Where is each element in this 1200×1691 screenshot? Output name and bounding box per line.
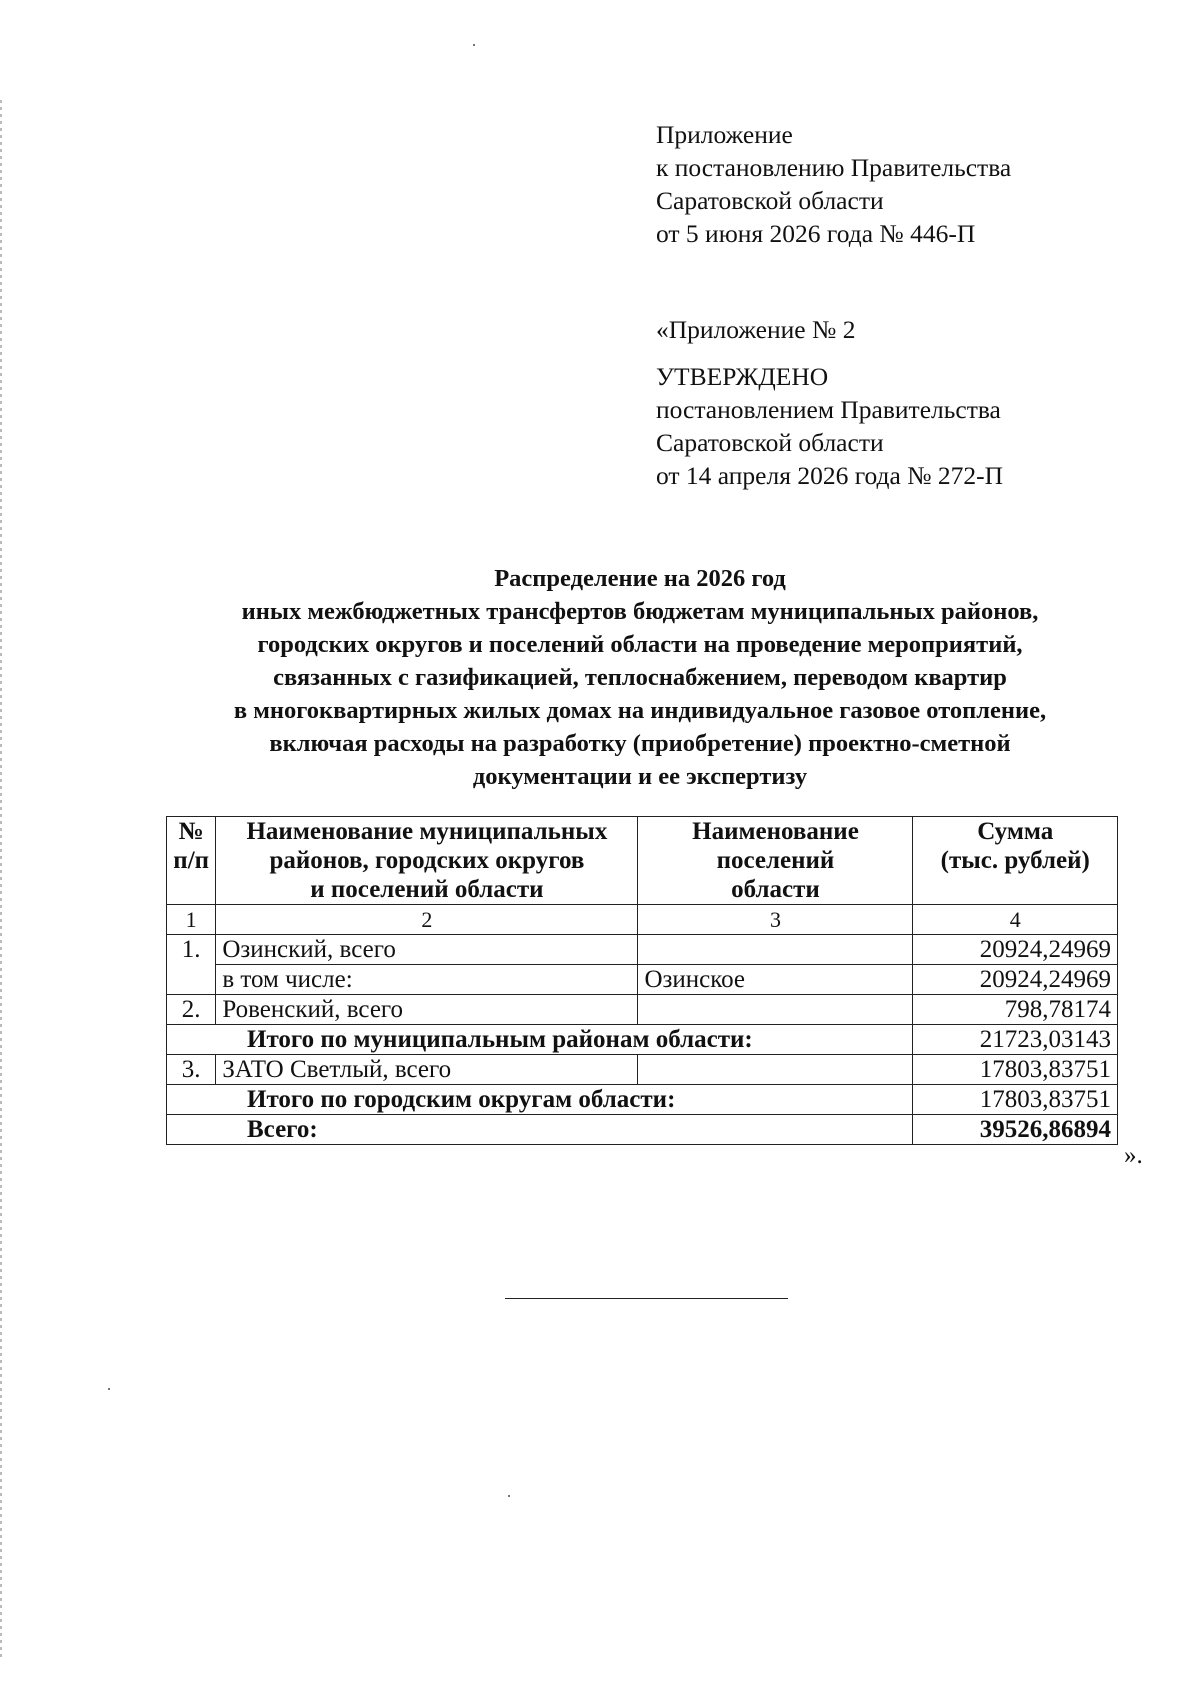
district-name: Озинский, всего xyxy=(216,935,638,965)
row-number: 3. xyxy=(167,1055,216,1085)
scan-speck xyxy=(473,44,475,46)
column-number: 1 xyxy=(167,905,216,935)
distribution-table xyxy=(166,816,1118,1145)
header-line: к постановлению Правительства xyxy=(656,153,1012,182)
closing-quote: ». xyxy=(1124,1142,1143,1169)
settlement-name xyxy=(638,935,913,965)
approval-block xyxy=(656,313,1003,492)
settlement-name xyxy=(638,995,913,1025)
scan-speck xyxy=(108,1388,110,1390)
table-row xyxy=(167,935,1118,965)
total-value: 39526,86894 xyxy=(913,1115,1118,1145)
subtotal-row xyxy=(167,1025,1118,1055)
approved-stamp-text: УТВЕРЖДЕНО xyxy=(656,362,829,391)
subtotal-label: Итого по муниципальным районам области: xyxy=(167,1025,913,1055)
column-number: 4 xyxy=(913,905,1118,935)
title-line: в многоквартирных жилых домах на индивидуальное газовое отопление, xyxy=(233,697,1047,724)
table-header-row xyxy=(167,817,1118,905)
title-line: Распределение на 2026 год xyxy=(494,565,786,592)
header-line: от 5 июня 2026 года № 446-П xyxy=(656,219,976,248)
table-row xyxy=(167,1055,1118,1085)
subtotal-label: Итого по городским округам области: xyxy=(167,1085,913,1115)
total-row xyxy=(167,1115,1118,1145)
settlement-name: Озинское xyxy=(638,965,913,995)
title-line: связанных с газификацией, теплоснабжением, переводом квартир xyxy=(273,664,1007,691)
title-line: документации и ее экспертизу xyxy=(472,763,808,790)
total-label: Всего: xyxy=(167,1115,913,1145)
sum-value: 798,78174 xyxy=(913,995,1118,1025)
subtotal-value: 21723,03143 xyxy=(913,1025,1118,1055)
column-number: 2 xyxy=(216,905,638,935)
row-number: 2. xyxy=(167,995,216,1025)
scan-speck xyxy=(508,1495,510,1497)
sum-value: 17803,83751 xyxy=(913,1055,1118,1085)
column-number: 3 xyxy=(638,905,913,935)
header-no: № п/п xyxy=(167,817,216,905)
title-line: городских округов и поселений области на проведение мероприятий, xyxy=(257,631,1023,658)
approval-line: Саратовской области xyxy=(656,428,884,457)
header-line: Саратовской области xyxy=(656,186,884,215)
column-number-row xyxy=(167,905,1118,935)
title-line: включая расходы на разработку (приобретение) проектно-сметной xyxy=(269,730,1011,757)
document-title xyxy=(150,562,1130,793)
approval-line: от 14 апреля 2026 года № 272-П xyxy=(656,461,1004,490)
header-line: Приложение xyxy=(656,120,793,149)
appendix-header xyxy=(656,118,1011,250)
sum-value: 20924,24969 xyxy=(913,965,1118,995)
table-row xyxy=(167,995,1118,1025)
row-number: 1. xyxy=(167,935,216,995)
header-district: Наименование муниципальных районов, городских округов и поселений области xyxy=(216,817,638,905)
subtotal-value: 17803,83751 xyxy=(913,1085,1118,1115)
end-of-document-line xyxy=(505,1298,788,1299)
settlement-name xyxy=(638,1055,913,1085)
scan-edge-artifact xyxy=(0,100,2,1660)
header-sum: Сумма (тыс. рублей) xyxy=(913,817,1118,905)
table-row xyxy=(167,965,1118,995)
approval-line: постановлением Правительства xyxy=(656,395,1001,424)
annex-number: «Приложение № 2 xyxy=(656,315,856,344)
sum-value: 20924,24969 xyxy=(913,935,1118,965)
district-name: Ровенский, всего xyxy=(216,995,638,1025)
subtotal-row xyxy=(167,1085,1118,1115)
header-settlement: Наименование поселений области xyxy=(638,817,913,905)
district-name: в том числе: xyxy=(216,965,638,995)
district-name: ЗАТО Светлый, всего xyxy=(216,1055,638,1085)
title-line: иных межбюджетных трансфертов бюджетам муниципальных районов, xyxy=(241,598,1039,625)
